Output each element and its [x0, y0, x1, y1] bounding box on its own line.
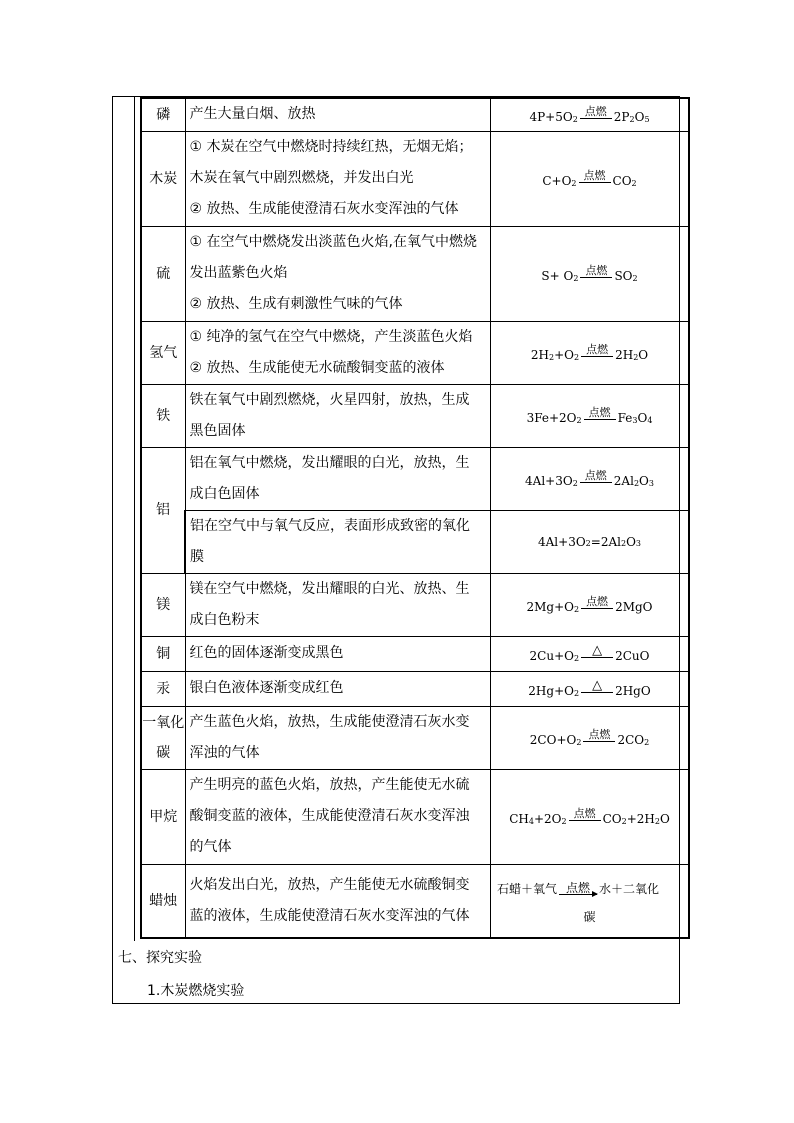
phenomenon-line: 产生蓝色火焰，放热，生成能使澄清石灰水变 [189, 713, 470, 730]
phenomenon-line: ② 放热、生成有刺激性气味的气体 [189, 296, 403, 312]
reaction-table [140, 97, 690, 939]
element-cell: 木炭 [141, 131, 185, 226]
phenomenon-line: 蓝的液体，生成能使澄清石灰水变浑浊的气体 [189, 907, 470, 924]
table-row [141, 864, 689, 938]
equation: 2Hg+O $_2$ △ 2HgO [528, 677, 651, 698]
reaction-condition: 点燃 [584, 468, 607, 482]
table-row [141, 769, 689, 864]
phenomenon-line: 银白色液体逐渐变成红色 [189, 680, 344, 696]
equation-lhs: 4P+5O [529, 109, 573, 124]
phenomenon-line: 镁在空气中燃烧，发出耀眼的白光、放热、生 [189, 580, 470, 597]
reaction-arrow [581, 677, 613, 698]
equation-cell [491, 769, 690, 864]
phenomenon-cell [185, 573, 491, 636]
equation-rhs: 2P [613, 109, 630, 124]
element-cell: 蜡烛 [141, 864, 185, 938]
phenomenon-line: 成白色粉末 [189, 611, 260, 628]
phenomenon-line: 火焰发出白光，放热，产生能使无水硫酸铜变 [189, 876, 470, 893]
table-row [141, 510, 689, 573]
heat-condition-icon: △ [592, 677, 603, 693]
phenomenon-cell [185, 384, 491, 447]
equation: CH $_4$ +2O $_2$ 点燃 CO $_2$ +2H $_2$ O [509, 806, 670, 826]
phenomenon-line: ② 放热、生成能使澄清石灰水变浑浊的气体 [189, 201, 459, 217]
reaction-condition: 点燃 [566, 880, 591, 895]
table-row [141, 98, 689, 131]
heat-condition-icon: △ [592, 642, 603, 658]
table-row [141, 226, 689, 321]
reaction-condition: 点燃 [584, 104, 607, 118]
equation-cell [491, 636, 690, 671]
reaction-arrow [583, 729, 615, 747]
table-row [141, 447, 689, 510]
phenomenon-line: 铝在氧气中燃烧，发出耀眼的白光，放热，生 [189, 454, 470, 471]
element-cell: 甲烷 [141, 769, 185, 864]
equation-cell [491, 384, 690, 447]
table-row [141, 671, 689, 706]
table-row [141, 321, 689, 384]
table-row [141, 573, 689, 636]
reaction-condition: 点燃 [583, 168, 606, 182]
equation: C+O $_2$ 点燃 CO $_2$ [542, 168, 637, 188]
equation: 2CO+O $_2$ 点燃 2CO $_2$ [529, 727, 650, 747]
phenomenon-cell [185, 131, 491, 226]
element-cell: 硫 [141, 226, 185, 321]
element-cell: 镁 [141, 573, 185, 636]
reaction-condition: 点燃 [588, 727, 611, 741]
element-cell: 氢气 [141, 321, 185, 384]
reaction-arrow [581, 344, 613, 362]
reaction-arrow [569, 808, 601, 826]
equation-cell: 石蜡＋氧气 点燃 水＋二氧化 碳 [491, 864, 690, 938]
element-cell: 汞 [141, 671, 185, 706]
phenomenon-cell [185, 447, 491, 510]
equation: 2Cu+O $_2$ △ 2CuO [529, 642, 650, 663]
equation: S+ O $_2$ 点燃 SO $_2$ [541, 263, 638, 283]
phenomenon-line: 的气体 [189, 839, 232, 855]
phenomenon-cell [185, 510, 491, 573]
phenomenon-line: 铁在氧气中剧烈燃烧，火星四射，放热，生成 [189, 391, 470, 408]
phenomenon-line: ① 在空气中燃烧发出淡蓝色火焰,在氧气中燃烧 [189, 234, 477, 250]
reaction-condition: 点燃 [573, 806, 596, 820]
equation-cell [491, 98, 690, 131]
element-cell: 一氧化 碳 [141, 706, 185, 769]
reaction-condition: 点燃 [586, 594, 609, 608]
page-frame-inner-line [134, 96, 135, 941]
equation-cell [491, 131, 690, 226]
reaction-condition: 点燃 [585, 263, 608, 277]
equation-cell [491, 671, 690, 706]
phenomenon-line: 铝在空气中与氧气反应，表面形成致密的氧化 [190, 517, 470, 534]
equation-cell [491, 321, 690, 384]
reaction-arrow [580, 470, 612, 488]
word-equation: 石蜡＋氧气 点燃 水＋二氧化 [497, 873, 682, 905]
phenomenon-cell [185, 636, 491, 671]
equation-cell [491, 573, 690, 636]
phenomenon-line: 黑色固体 [189, 422, 246, 439]
table-row [141, 636, 689, 671]
equation: 2H $_2$ +O $_2$ 点燃 2H $_2$ O [530, 342, 649, 362]
element-cell: 铁 [141, 384, 185, 447]
equation: 3Fe+2O $_2$ 点燃 Fe $_3$ O $_4$ [526, 405, 653, 425]
phenomenon-line: 产生大量白烟、放热 [189, 106, 316, 123]
phenomenon-cell [185, 706, 491, 769]
reaction-condition: 点燃 [586, 342, 609, 356]
phenomenon-cell [185, 671, 491, 706]
element-cell: 铝 [141, 447, 185, 573]
element-cell: 磷 [141, 98, 185, 131]
table-row [141, 706, 689, 769]
phenomenon-line: ① 纯净的氢气在空气中燃烧，产生淡蓝色火焰 [189, 328, 473, 345]
phenomenon-line: 发出蓝紫色火焰 [189, 265, 288, 281]
phenomenon-cell [185, 321, 491, 384]
equation-cell [491, 510, 690, 573]
phenomenon-line: 木炭在氧气中剧烈燃烧，并发出白光 [189, 170, 414, 186]
equation-cell [491, 706, 690, 769]
reaction-condition: 点燃 [588, 405, 611, 419]
reaction-arrow [581, 642, 613, 663]
phenomenon-cell [185, 226, 491, 321]
phenomenon-cell [185, 769, 491, 864]
table-row [141, 384, 689, 447]
phenomenon-line: 酸铜变蓝的液体，生成能使澄清石灰水变浑浊 [189, 808, 470, 824]
reaction-arrow [559, 882, 597, 905]
equation-cell [491, 226, 690, 321]
phenomenon-cell [185, 864, 491, 938]
phenomenon-line: 产生明亮的蓝色火焰，放热，产生能使无水硫 [189, 777, 470, 793]
section-title: 七、探究实验 [118, 950, 202, 966]
reaction-arrow [579, 170, 611, 188]
reaction-arrow [580, 265, 612, 283]
equation: 4Al+3O $_2$ 点燃 2Al $_2$ O $_3$ [525, 468, 654, 488]
phenomenon-line: 浑浊的气体 [189, 744, 260, 761]
equation: 4Al+3O 2 =2Al 2 O 3 [538, 534, 641, 549]
equation-cell [491, 447, 690, 510]
reaction-arrow [581, 596, 613, 614]
phenomenon-line: 膜 [190, 548, 204, 565]
equation: 2Mg+O $_2$ 点燃 2MgO [526, 594, 653, 614]
phenomenon-line: 成白色固体 [189, 485, 260, 502]
phenomenon-cell [185, 98, 491, 131]
table-row [141, 131, 689, 226]
equation: 4P+5O $_2$ 点燃 2P $_2$ O $_5$ [529, 104, 650, 124]
phenomenon-line: ② 放热、生成能使无水硫酸铜变蓝的液体 [189, 359, 445, 376]
reaction-arrow [580, 106, 612, 124]
subsection-title: 1.木炭燃烧实验 [147, 983, 245, 999]
phenomenon-line: ① 木炭在空气中燃烧时持续红热，无烟无焰； [189, 139, 473, 155]
phenomenon-line: 红色的固体逐渐变成黑色 [189, 645, 344, 661]
element-cell: 铜 [141, 636, 185, 671]
reaction-arrow [584, 407, 616, 425]
